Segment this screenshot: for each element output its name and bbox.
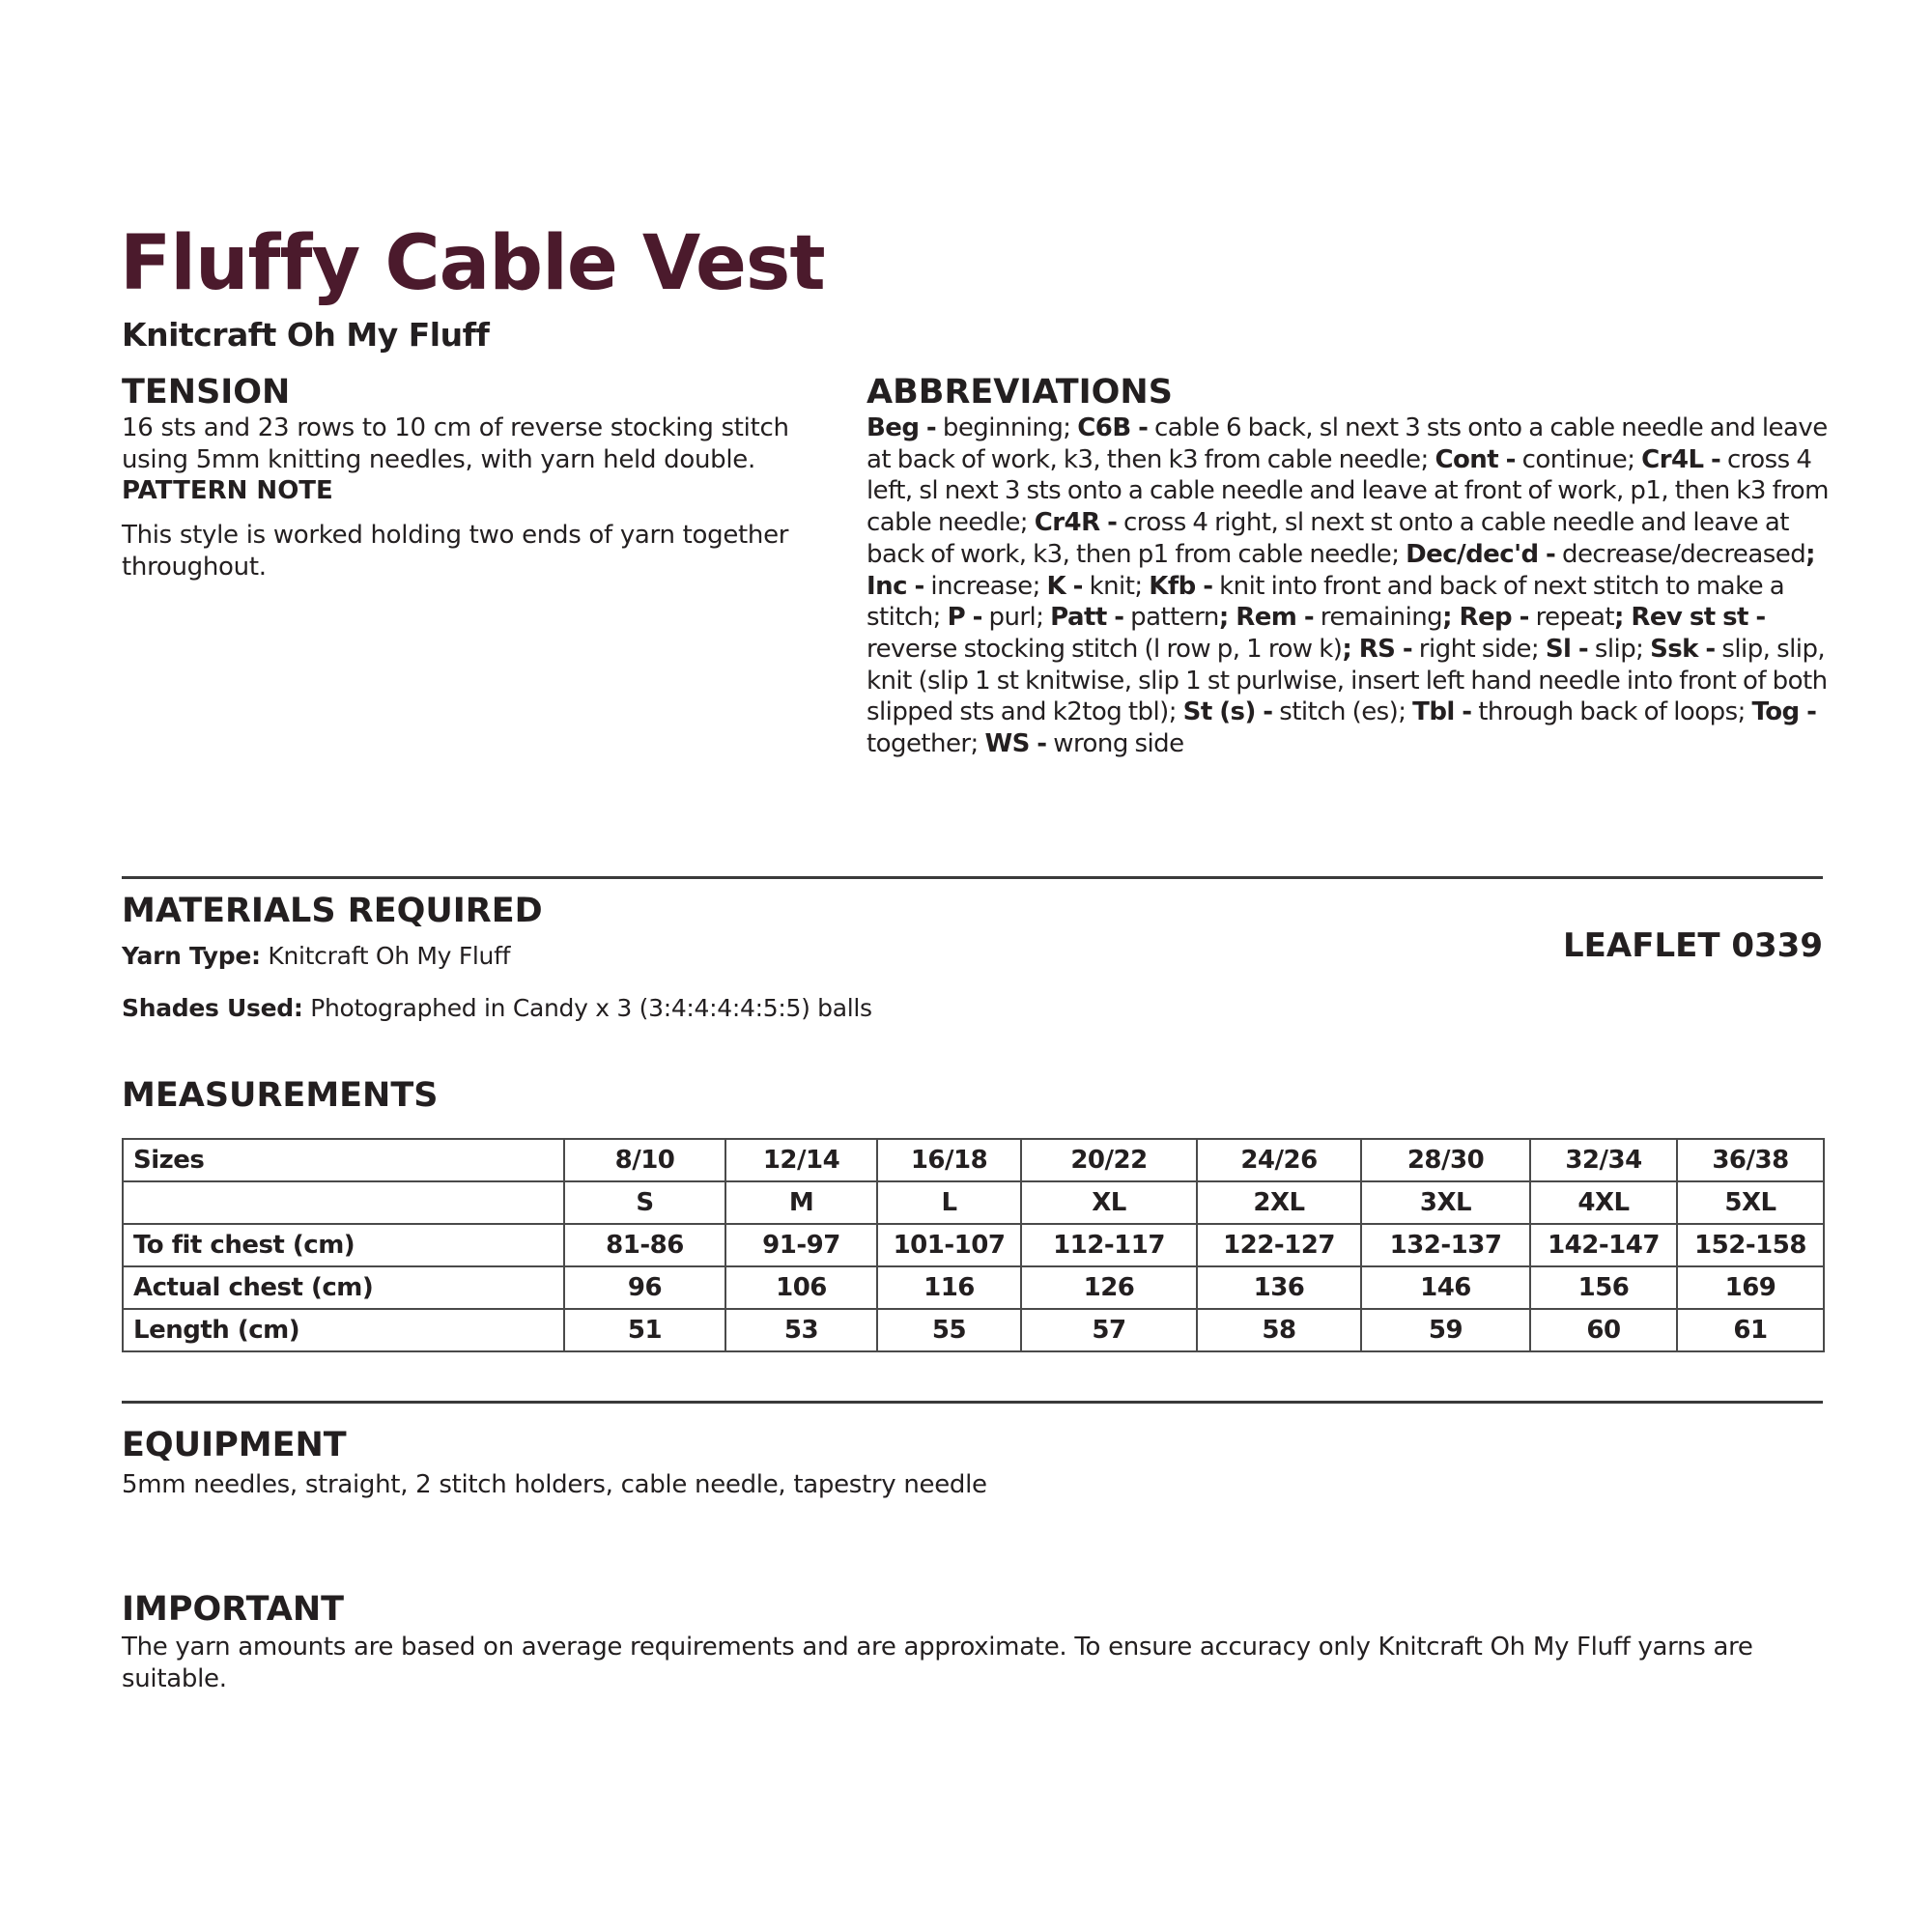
abbreviation-meaning: remaining bbox=[1314, 603, 1443, 633]
table-cell: 132-137 bbox=[1361, 1224, 1530, 1266]
abbreviation-term: Ssk - bbox=[1650, 634, 1716, 664]
table-cell: 12/14 bbox=[725, 1139, 877, 1181]
abbreviation-term: C6B - bbox=[1077, 413, 1149, 442]
table-cell: 20/22 bbox=[1021, 1139, 1197, 1181]
abbreviation-term: ; Rev st st - bbox=[1614, 603, 1766, 633]
abbreviation-meaning: knit; bbox=[1082, 571, 1150, 601]
table-cell: 51 bbox=[564, 1309, 725, 1351]
table-cell: 61 bbox=[1677, 1309, 1824, 1351]
abbreviation-meaning: together; bbox=[867, 729, 985, 759]
table-cell: 152-158 bbox=[1677, 1224, 1824, 1266]
row-label: Sizes bbox=[123, 1139, 564, 1181]
yarn-type-value: Knitcraft Oh My Fluff bbox=[260, 942, 511, 970]
abbreviation-meaning: decrease/decreased bbox=[1555, 539, 1806, 569]
table-cell: 58 bbox=[1197, 1309, 1361, 1351]
table-row bbox=[123, 1266, 1824, 1309]
row-label: Length (cm) bbox=[123, 1309, 564, 1351]
abbreviation-term: P - bbox=[947, 603, 982, 633]
abbreviation-term: Beg - bbox=[867, 413, 937, 442]
table-cell: 16/18 bbox=[877, 1139, 1021, 1181]
table-cell: 2XL bbox=[1197, 1181, 1361, 1224]
table-cell: 126 bbox=[1021, 1266, 1197, 1309]
important-text: The yarn amounts are based on average requirements and are approximate. To ensure accuracy only Knitcraft Oh My Fluff yarns are suitable. bbox=[122, 1633, 1753, 1693]
row-label: Actual chest (cm) bbox=[123, 1266, 564, 1309]
section-divider bbox=[122, 1401, 1823, 1404]
table-cell: 81-86 bbox=[564, 1224, 725, 1266]
abbreviation-term: ; RS - bbox=[1342, 634, 1413, 664]
abbreviation-meaning: repeat bbox=[1528, 603, 1615, 633]
abbreviation-meaning: slip, slip, knit (slip 1 st knitwise, slip 1 st purlwise, insert left hand needle into front of both slipped sts and k2tog tbl); bbox=[867, 634, 1828, 727]
shades-label: Shades Used: bbox=[122, 994, 303, 1022]
abbreviation-meaning: knit into front and back of next stitch to make a stitch; bbox=[867, 571, 1785, 633]
abbreviation-meaning: increase; bbox=[923, 571, 1047, 601]
abbreviation-term: Cr4L - bbox=[1641, 444, 1721, 474]
abbreviation-term: ; Inc - bbox=[867, 539, 1816, 601]
table-cell: 101-107 bbox=[877, 1224, 1021, 1266]
table-cell: 5XL bbox=[1677, 1181, 1824, 1224]
equipment-heading: EQUIPMENT bbox=[122, 1426, 347, 1464]
pattern-note-text: This style is worked holding two ends of yarn together throughout. bbox=[122, 521, 789, 582]
abbreviation-term: St (s) - bbox=[1182, 697, 1273, 727]
materials-section bbox=[122, 891, 1281, 1024]
table-row bbox=[123, 1224, 1824, 1266]
table-row bbox=[123, 1139, 1824, 1181]
equipment-text: 5mm needles, straight, 2 stitch holders, cable needle, tapestry needle bbox=[122, 1470, 987, 1499]
table-cell: 28/30 bbox=[1361, 1139, 1530, 1181]
table-cell: 91-97 bbox=[725, 1224, 877, 1266]
abbreviation-term: Kfb - bbox=[1149, 571, 1213, 601]
table-cell: 24/26 bbox=[1197, 1139, 1361, 1181]
abbreviations-list bbox=[867, 412, 1833, 760]
table-cell: 53 bbox=[725, 1309, 877, 1351]
abbreviation-term: Dec/dec'd - bbox=[1406, 539, 1556, 569]
abbreviation-meaning: reverse stocking stitch (l row p, 1 row k) bbox=[867, 634, 1343, 664]
row-label bbox=[123, 1181, 564, 1224]
pattern-title: Fluffy Cable Vest bbox=[120, 220, 825, 307]
tension-text: 16 sts and 23 rows to 10 cm of reverse stocking stitch using 5mm knitting needles, with yarn held double. bbox=[122, 413, 789, 474]
abbreviation-term: Sl - bbox=[1545, 634, 1589, 664]
table-cell: 106 bbox=[725, 1266, 877, 1309]
row-label: To fit chest (cm) bbox=[123, 1224, 564, 1266]
table-row bbox=[123, 1181, 1824, 1224]
table-cell: 136 bbox=[1197, 1266, 1361, 1309]
abbreviation-meaning: stitch (es); bbox=[1272, 697, 1413, 727]
measurements-heading: MEASUREMENTS bbox=[122, 1076, 439, 1115]
table-cell: 8/10 bbox=[564, 1139, 725, 1181]
abbreviation-meaning: continue; bbox=[1515, 444, 1642, 474]
table-cell: 59 bbox=[1361, 1309, 1530, 1351]
pattern-note-heading: PATTERN NOTE bbox=[122, 476, 333, 506]
yarn-subtitle: Knitcraft Oh My Fluff bbox=[122, 316, 490, 354]
table-cell: 112-117 bbox=[1021, 1224, 1197, 1266]
abbreviation-term: Patt - bbox=[1050, 603, 1124, 633]
tension-section bbox=[122, 372, 817, 583]
abbreviation-meaning: cross 4 right, sl next st onto a cable needle and leave at back of work, k3, then p1 from cable needle; bbox=[867, 508, 1789, 569]
table-cell: 122-127 bbox=[1197, 1224, 1361, 1266]
table-cell: 142-147 bbox=[1530, 1224, 1677, 1266]
abbreviation-meaning: purl; bbox=[981, 603, 1051, 633]
table-cell: 55 bbox=[877, 1309, 1021, 1351]
abbreviation-term: K - bbox=[1046, 571, 1083, 601]
table-cell: 32/34 bbox=[1530, 1139, 1677, 1181]
tension-heading: TENSION bbox=[122, 373, 291, 412]
table-cell: 4XL bbox=[1530, 1181, 1677, 1224]
abbreviation-meaning: pattern bbox=[1123, 603, 1219, 633]
leaflet-number: LEAFLET 0339 bbox=[1563, 926, 1823, 965]
important-heading: IMPORTANT bbox=[122, 1590, 345, 1629]
abbreviation-term: Tog - bbox=[1751, 697, 1817, 727]
shades-value: Photographed in Candy x 3 (3:4:4:4:4:5:5) balls bbox=[302, 994, 872, 1022]
abbreviation-meaning: through back of loops; bbox=[1471, 697, 1752, 727]
section-divider bbox=[122, 876, 1823, 879]
table-row bbox=[123, 1309, 1824, 1351]
table-cell: 60 bbox=[1530, 1309, 1677, 1351]
table-cell: 156 bbox=[1530, 1266, 1677, 1309]
abbreviation-meaning: slip; bbox=[1588, 634, 1651, 664]
abbreviation-meaning: cross 4 left, sl next 3 sts onto a cable needle and leave at front of work, p1, then k3 from cable needle; bbox=[867, 444, 1829, 538]
abbreviation-meaning: beginning; bbox=[936, 413, 1078, 442]
abbreviation-meaning: wrong side bbox=[1046, 729, 1184, 759]
important-section bbox=[122, 1589, 1841, 1694]
abbreviation-term: ; Rem - bbox=[1218, 603, 1315, 633]
table-cell: 116 bbox=[877, 1266, 1021, 1309]
measurements-table bbox=[122, 1138, 1825, 1352]
abbreviation-meaning: cable 6 back, sl next 3 sts onto a cable needle and leave at back of work, k3, then k3 from cable needle; bbox=[867, 413, 1828, 474]
yarn-type-line bbox=[122, 941, 1281, 972]
abbreviation-term: Cont - bbox=[1435, 444, 1516, 474]
yarn-type-label: Yarn Type: bbox=[122, 942, 261, 970]
table-cell: 3XL bbox=[1361, 1181, 1530, 1224]
abbreviations-heading: ABBREVIATIONS bbox=[867, 373, 1173, 412]
table-cell: 96 bbox=[564, 1266, 725, 1309]
abbreviation-term: Tbl - bbox=[1412, 697, 1472, 727]
materials-heading: MATERIALS REQUIRED bbox=[122, 892, 543, 930]
abbreviation-term: WS - bbox=[984, 729, 1047, 759]
equipment-section bbox=[122, 1425, 1764, 1501]
abbreviation-term: ; Rep - bbox=[1442, 603, 1529, 633]
table-cell: 146 bbox=[1361, 1266, 1530, 1309]
table-cell: 169 bbox=[1677, 1266, 1824, 1309]
table-cell: M bbox=[725, 1181, 877, 1224]
abbreviations-section bbox=[867, 372, 1833, 760]
table-cell: 36/38 bbox=[1677, 1139, 1824, 1181]
table-cell: XL bbox=[1021, 1181, 1197, 1224]
abbreviation-term: Cr4R - bbox=[1034, 508, 1118, 538]
table-cell: L bbox=[877, 1181, 1021, 1224]
table-cell: S bbox=[564, 1181, 725, 1224]
shades-line bbox=[122, 993, 1281, 1024]
abbreviation-meaning: right side; bbox=[1412, 634, 1546, 664]
table-cell: 57 bbox=[1021, 1309, 1197, 1351]
